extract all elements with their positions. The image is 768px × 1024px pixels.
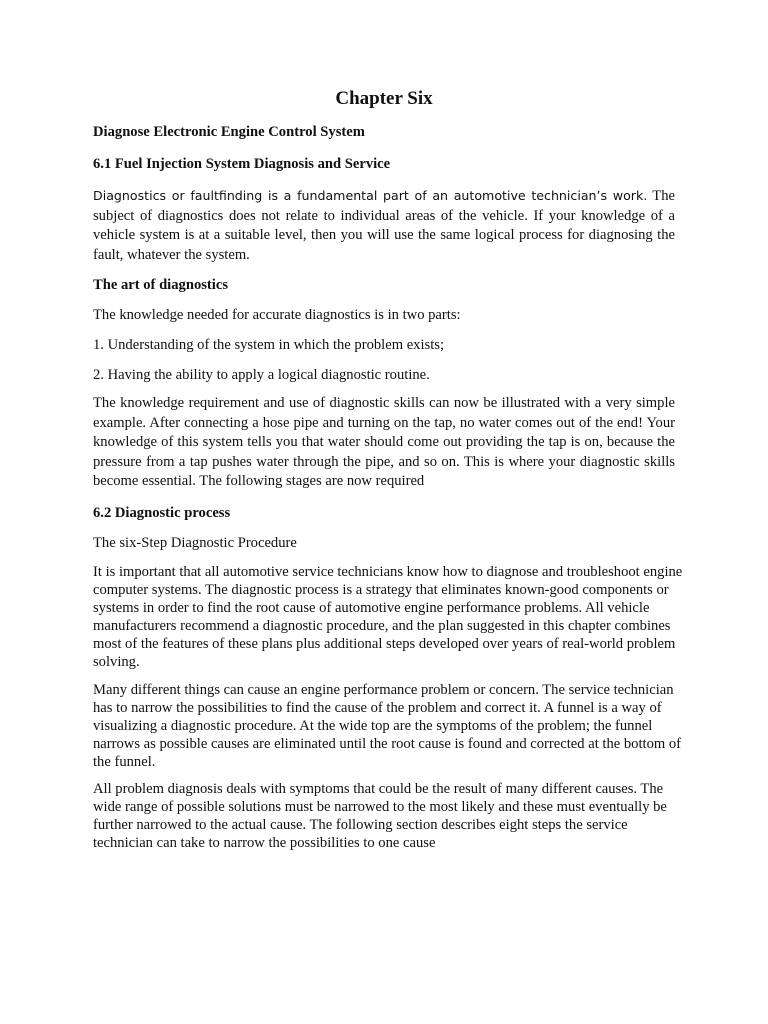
knowledge-paragraph: The knowledge needed for accurate diagnostics is in two parts: [93, 307, 461, 323]
art-of-diagnostics-heading: The art of diagnostics [93, 277, 228, 293]
example-paragraph: The knowledge requirement and use of diagnostic skills can now be illustrated with a very simple example. After connecting a hose pipe and turning on the tap, no water comes out of the end! Your knowledge of this system tells you that water should come out providing the tap is on, because the pressure from a tap pushes water through the pipe, and so on. This is where your diagnostic skills become essential. The following stages are now required [93, 395, 675, 489]
paragraph-symptoms: All problem diagnosis deals with symptoms that could be the result of many different causes. The wide range of possible solutions must be narrowed to the most likely and these must eventually be further narrowed to the actual cause. The following section describes eight steps the service technician can take to narrow the possibilities to one cause [93, 781, 667, 851]
chapter-title: Chapter Six [335, 88, 433, 109]
paragraph-important: It is important that all automotive service technicians know how to diagnose and troubleshoot engine computer systems. The diagnostic process is a strategy that eliminates known-good components or systems in order to find the root cause of automotive engine performance problems. All vehicle manufacturers recommend a diagnostic procedure, and the plan suggested in this chapter combines most of the features of these plans plus additional steps developed over years of real-world problem solving. [93, 564, 683, 670]
subsection-heading-6-2: 6.2 Diagnostic process [93, 505, 231, 521]
intro-paragraph [93, 186, 675, 265]
section-heading: Diagnose Electronic Engine Control System [93, 124, 365, 140]
intro-rest-text: The subject of diagnostics does not relate to individual areas of the vehicle. If your knowledge of a vehicle system is at a suitable level, then you will use the same logical process for diagnosing the fault, whatever the system. [93, 188, 675, 263]
list-item-1: 1. Understanding of the system in which the problem exists; [93, 337, 445, 353]
subsection-heading-6-1: 6.1 Fuel Injection System Diagnosis and Service [93, 156, 391, 172]
intro-sans-text: Diagnostics or faultfinding is a fundamental part of an automotive technician’s work. [93, 188, 648, 203]
list-item-2: 2. Having the ability to apply a logical diagnostic routine. [93, 367, 430, 383]
six-step-label: The six-Step Diagnostic Procedure [93, 535, 297, 551]
paragraph-funnel: Many different things can cause an engine performance problem or concern. The service technician has to narrow the possibilities to find the cause of the problem and correct it. A funnel is a way of visualizing a diagnostic procedure. At the wide top are the symptoms of the problem; the funnel narrows as possible causes are eliminated until the root cause is found and corrected at the bottom of the funnel. [93, 682, 682, 770]
